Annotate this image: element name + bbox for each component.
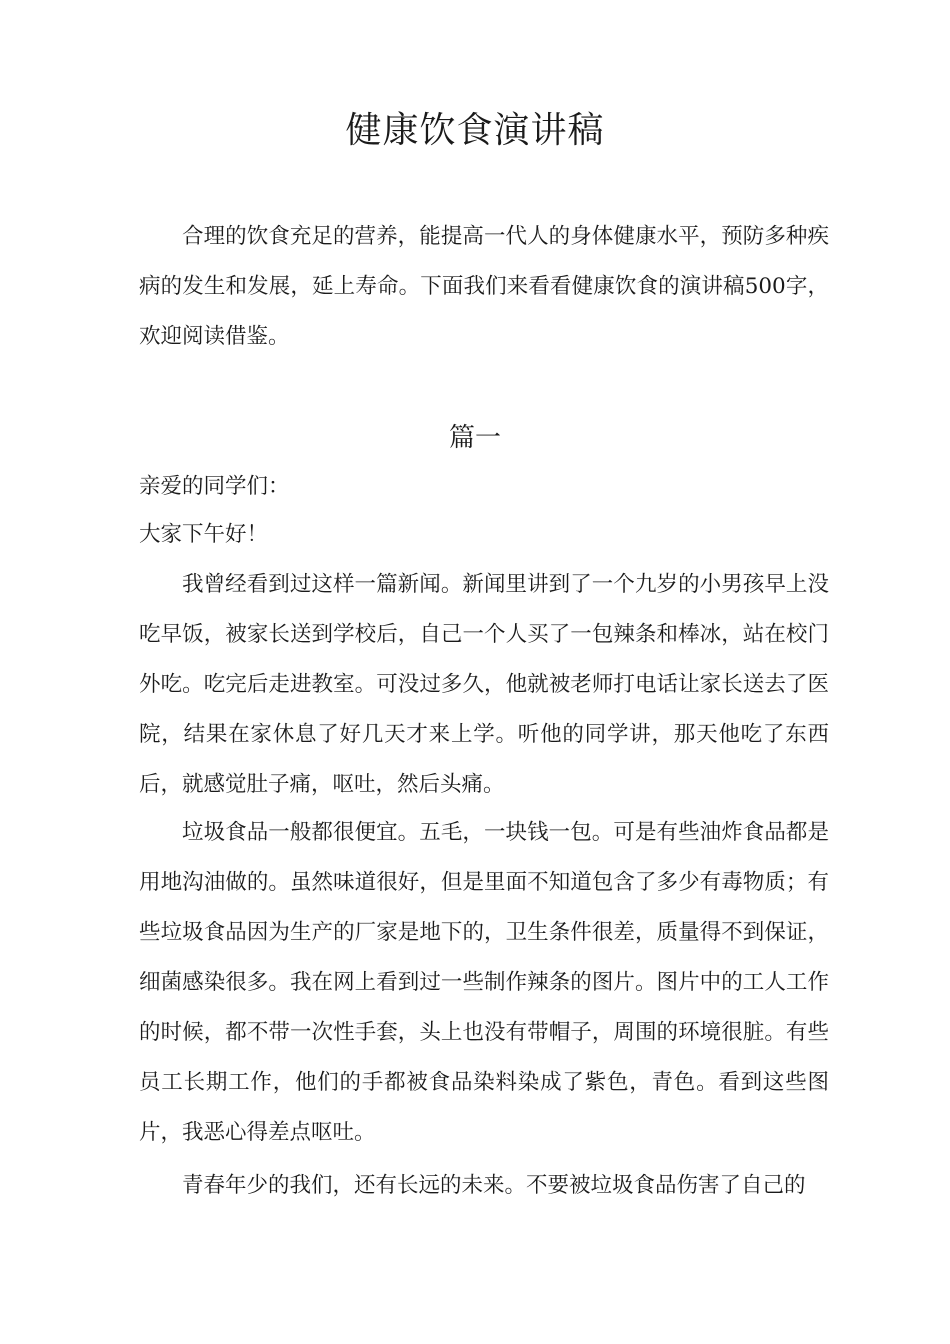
intro-paragraph: 合理的饮食充足的营养，能提高一代人的身体健康水平，预防多种疾病的发生和发展，延上寿命。下面我们来看看健康饮食的演讲稿500字，欢迎阅读借鉴。 <box>139 224 829 349</box>
body-paragraph-3: 青春年少的我们，还有长远的未来。不要被垃圾食品伤害了自己的 <box>182 1173 806 1198</box>
salutation: 亲爱的同学们： <box>139 474 290 499</box>
body-paragraph-1: 我曾经看到过这样一篇新闻。新闻里讲到了一个九岁的小男孩早上没吃早饭，被家长送到学校后，自己一个人买了一包辣条和棒冰，站在校门外吃。吃完后走进教室。可没过多久，他就被老师打电话让家长送去了医院，结果在家休息了好几天才来上学。听他的同学讲，那天他吃了东西后，就感觉肚子痛，呕吐，然后头痛。 <box>139 572 829 797</box>
section-heading: 篇一 <box>448 423 501 453</box>
body-paragraph-2: 垃圾食品一般都很便宜。五毛，一块钱一包。可是有些油炸食品都是用地沟油做的。虽然味道很好，但是里面不知道包含了多少有毒物质；有些垃圾食品因为生产的厂家是地下的，卫生条件很差，质量得不到保证，细菌感染很多。我在网上看到过一些制作辣条的图片。图片中的工人工作的时候，都不带一次性手套，头上也没有带帽子，周围的环境很脏。有些员工长期工作，他们的手都被食品染料染成了紫色，青色。看到这些图片，我恶心得差点呕吐。 <box>139 820 829 1145</box>
greeting: 大家下午好！ <box>139 522 269 547</box>
document-title: 健康饮食演讲稿 <box>345 110 605 151</box>
